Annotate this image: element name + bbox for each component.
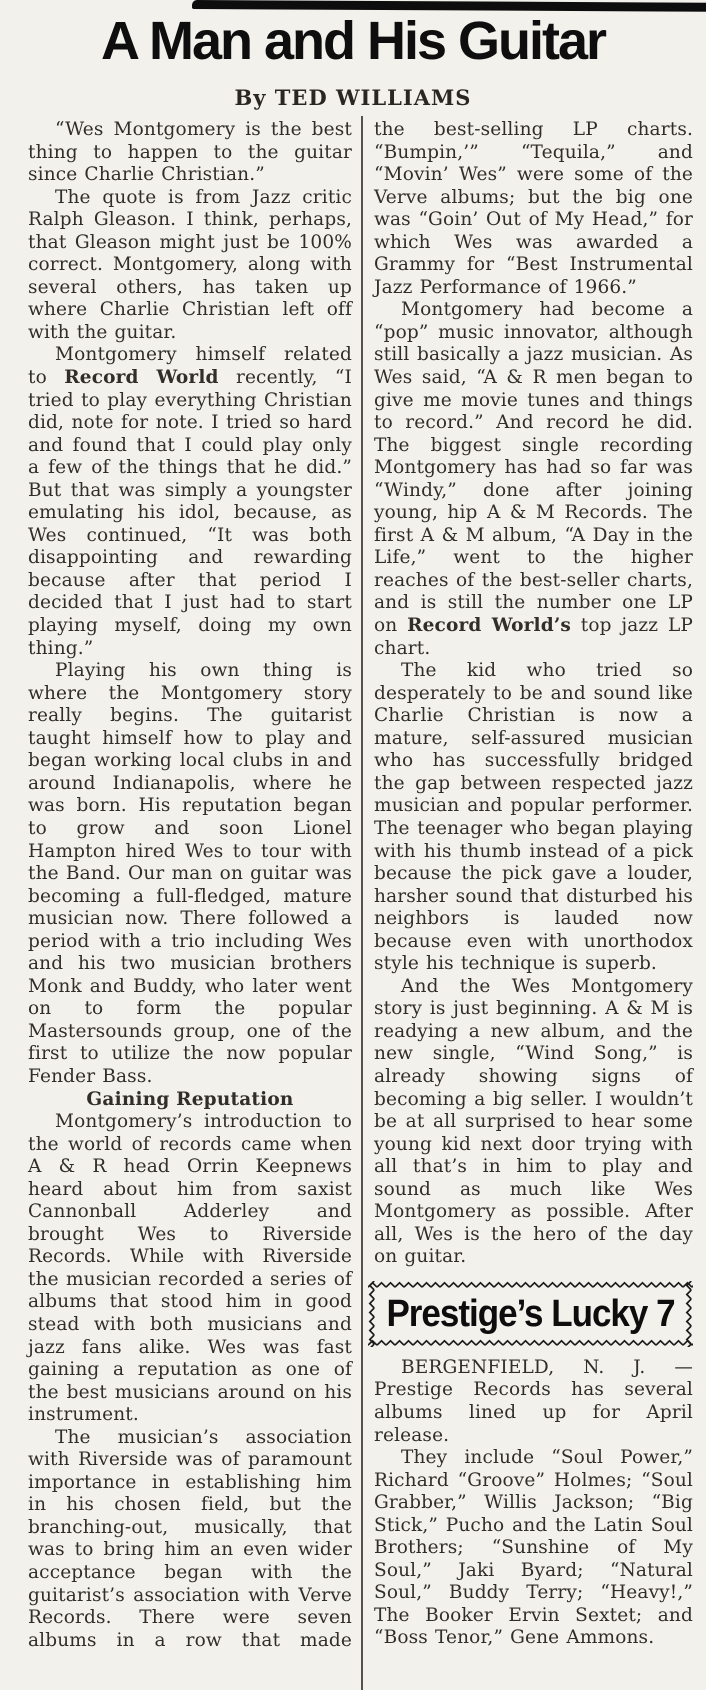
- paragraph-text: [374, 1357, 693, 1446]
- text-segment: Playing his own thing is where the Montgomery story really begins. The guitarist taught himself how to play and began working local clubs in and around Indianapolis, where he was born. His reputation began to grow and soon Lionel Hampton hired Wes to tour with the Band. Our man on guitar was becoming a full-fledged, mature musician now. There followed a period with a trio including Wes and his two musician brothers Monk and Buddy, who later went on to form the popular Mastersounds group, one of the first to utilize the now popular Fender Bass.: [28, 660, 352, 1087]
- text-segment: Montgomery had become a “pop” music innovator, although still basically a jazz musician. As Wes said, “A & R men began to give me movie tunes and things to record.” And record he did. The biggest single recording Montgomery has had so far was “Windy,” done after joining young, hip A & M Records. The first A & M album, “A Day in the Life,” went to the higher reaches of the best-seller charts, and is still the number one LP on: [374, 299, 693, 637]
- paragraph: [28, 1427, 352, 1652]
- paragraph-text: [374, 299, 693, 658]
- text-segment: Record World: [64, 367, 219, 389]
- paragraph: [28, 344, 352, 660]
- prestige-box-title: Prestige’s Lucky 7: [386, 1291, 675, 1335]
- text-segment: Montgomery’s introduction to the world of records came when A & R head Orrin Keepnews heard about him from saxist Cannonball Adderley and brought Wes to Riverside Records. While with Riverside the musician recorded a series of albums that stood him in good stead with both musicians and jazz fans alike. Wes was fast gaining a reputation as one of the best musicians around on his instrument.: [28, 1111, 352, 1426]
- paragraph: [28, 1089, 352, 1112]
- paragraph: [374, 299, 693, 660]
- prestige-lucky-7-box: [368, 1281, 693, 1347]
- paragraph: [28, 119, 352, 187]
- paragraph: [374, 1447, 693, 1650]
- paragraph: [374, 119, 693, 299]
- text-segment: The musician’s association with Riverside was of paramount importance in establishing him in his chosen field, but the branching-out, musically, that was to bring him an even wider acceptance began with the guitarist’s association with Verve Records. There were seven albums in a row that made: [28, 1426, 352, 1651]
- right-column-text: [374, 119, 693, 1269]
- paragraph-text: [28, 1427, 352, 1651]
- paragraph: [374, 660, 693, 976]
- column-divider: [361, 116, 363, 1690]
- paragraph: [28, 187, 352, 345]
- paragraph: [374, 1357, 693, 1447]
- paragraph-text: [28, 187, 352, 343]
- paragraph: [374, 976, 693, 1269]
- text-segment: The kid who tried so desperately to be and sound like Charlie Christian is now a mature, self-assured musician who has successfully bridged the gap between respected jazz musician and popular performer. The teenager who began playing with his thumb instead of a pick because the pick gave a louder, harsher sound that disturbed his neighbors is lauded now because even with unorthodox style his technique is superb.: [374, 660, 693, 975]
- text-segment: BERGENFIELD, N. J. — Prestige Records has several albums lined up for April release.: [374, 1356, 693, 1446]
- paragraph-text: [28, 119, 352, 185]
- left-column: [28, 119, 352, 1652]
- article-title: A Man and His Guitar: [100, 11, 606, 71]
- paragraph-text: [374, 1447, 693, 1648]
- paragraph: [28, 1111, 352, 1427]
- paragraph-text: [374, 119, 693, 298]
- text-segment: And the Wes Montgomery story is just beginning. A & M is readying a new album, and the new single, “Wind Song,” is already showing signs of becoming a big seller. I wouldn’t be at all surprised to hear some young kid next door trying with all that’s in him to play and sound as much like Wes Montgomery as possible. After all, Wes is the hero of the day on guitar.: [374, 975, 693, 1268]
- text-segment: top jazz LP chart.: [374, 615, 693, 659]
- byline: By TED WILLIAMS: [234, 85, 472, 110]
- text-segment: Montgomery himself related to: [28, 344, 352, 389]
- text-segment: recently, “I tried to play everything Christian did, note for note. I tried so hard and found that I could play only a few of the things that he did.” But that was simply a youngster emulating his idol, because, as Wes continued, “It was both disappointing and rewarding because after that period I decided that I just had to start playing myself, doing my own thing.”: [28, 367, 352, 659]
- paragraph-text: [28, 660, 352, 1087]
- text-segment: The quote is from Jazz critic Ralph Gleason. I think, perhaps, that Gleason might just be 100% correct. Montgomery, along with several others, has taken up where Charlie Christian left off with the guitar.: [28, 186, 352, 343]
- prestige-box-text: [374, 1357, 693, 1650]
- zigzag-border-right: [685, 1281, 693, 1347]
- right-column: [374, 119, 693, 1650]
- paragraph-text: [374, 660, 693, 974]
- text-segment: Gaining Reputation: [86, 1088, 294, 1110]
- paragraph: [28, 660, 352, 1088]
- paragraph-text: [374, 976, 693, 1268]
- paragraph-text: [28, 1111, 352, 1425]
- text-segment: “Wes Montgomery is the best thing to happen to the guitar since Charlie Christian.”: [28, 119, 352, 186]
- zigzag-border-left: [368, 1281, 376, 1347]
- paragraph-text: [86, 1089, 293, 1110]
- text-segment: Record World’s: [407, 615, 571, 637]
- text-segment: They include “Soul Power,” Richard “Groove” Holmes; “Soul Grabber,” Willis Jackson; “Big Stick,” Pucho and the Latin Soul Brothers; “Sunshine of My Soul,” Jaki Byard; “Natural Soul,” Buddy Terry; “Heavy!,” The Booker Ervin Sextet; and “Boss Tenor,” Gene Ammons.: [374, 1447, 693, 1649]
- paragraph-text: [28, 344, 352, 658]
- text-segment: the best-selling LP charts. “Bumpin,’” “Tequila,” and “Movin’ Wes” were some of the Verve albums; but the big one was “Goin’ Out of My Head,” for which Wes was awarded a Grammy for “Best Instrumental Jazz Performance of 1966.”: [374, 119, 693, 298]
